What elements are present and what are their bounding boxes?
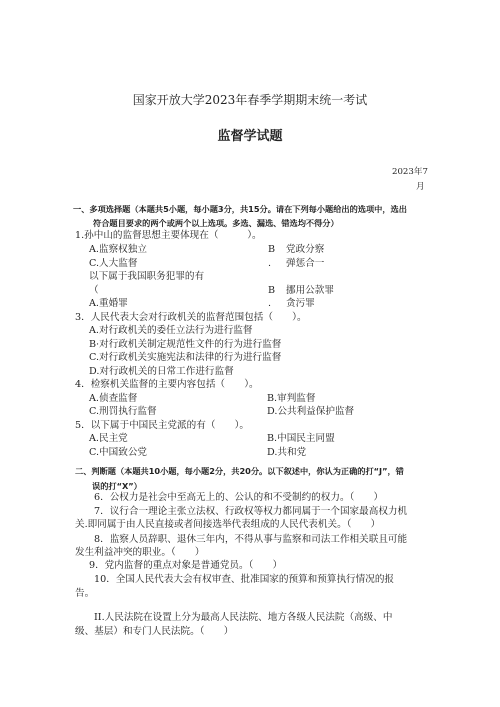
q1-option-a: A.监察权独立 xyxy=(89,244,147,255)
q2-option-b-letter: B xyxy=(268,285,276,296)
section1-heading-cont: 符合题目要求的两个或两个以上选项。多选、漏选、错选均不得分） xyxy=(93,218,339,228)
q1-option-c: C.人大监督 xyxy=(89,258,138,269)
q1-option-b-letter: B xyxy=(268,244,276,255)
q5-stem: 5．以下属于中国民主党派的有（ ）。 xyxy=(75,420,249,431)
q4-option-c: C.刑罚执行监督 xyxy=(89,406,157,417)
q2-option-a: A.重婚罪 xyxy=(89,298,128,309)
exam-date-year: 2023年7 xyxy=(392,167,428,177)
exam-date-month: 月 xyxy=(416,182,425,192)
q7-text-cont: 关.即同属于由人民直接或者间接选举代表组成的人民代表机关。（ ） xyxy=(75,519,381,530)
q2-option-b: 挪用公款罪 xyxy=(286,285,334,296)
q11-text-cont: 级、基层）和专门人民法院。（ ） xyxy=(75,626,234,637)
q4-stem: 4．检察机关监督的主要内容包括（ ）。 xyxy=(75,379,259,390)
q2-option-d-mark: . xyxy=(268,298,272,309)
q8-text: 8．监察人员辞职、退休三年内，不得从事与监察和司法工作相关联且可能 xyxy=(94,534,408,545)
q5-option-c: C.中国致公党 xyxy=(89,447,148,458)
q2-option-d: 贪污罪 xyxy=(286,298,315,309)
exam-title: 国家开放大学2023年春季学期期末统一考试 xyxy=(132,93,368,107)
q3-option-a: A.对行政机关的委任立法行为进行监督 xyxy=(89,325,253,336)
q2-paren: （ xyxy=(89,285,99,296)
q1-stem: 1.孙中山的监督思想主要体现在（ ）。 xyxy=(75,230,262,241)
q1-option-d: 弹惩合一 xyxy=(286,258,325,269)
q4-option-a: A.侦查监督 xyxy=(89,393,138,404)
q3-option-c: C.对行政机关实施宪法和法律的行为进行监督 xyxy=(89,352,282,363)
section2-heading-cont: 误的打“X”） xyxy=(92,481,142,491)
q4-option-d: D.公共利益保护监督 xyxy=(267,406,355,417)
section2-heading: 二、判断题（本题共10小题，每小题2分，共20分。以下叙述中，你认为正确的打“J”，错 xyxy=(75,466,404,476)
q10-text: 10．全国人民代表大会有权审查、批准国家的预算和预算执行情况的报 xyxy=(94,574,395,585)
q5-option-b: B.中国民主同盟 xyxy=(267,433,335,444)
q5-option-a: A.民主党 xyxy=(89,433,128,444)
q1-option-d-mark: . xyxy=(268,258,272,269)
q10-text-cont: 告。 xyxy=(75,588,95,599)
q1-option-b: 党政分察 xyxy=(286,244,325,255)
q11-text: II.人民法院在设置上分为最高人民法院、地方各级人民法院（高级、中 xyxy=(94,612,393,623)
q4-option-b: B.审判监督 xyxy=(267,393,316,404)
q3-option-b: B·对行政机关制定规范性文件的行为进行监督 xyxy=(89,339,282,350)
section1-heading: 一、多项选择题（本题共5小题，每小题3分，共15分。请在下列每小题给出的选项中，选出 xyxy=(73,204,407,214)
q2-stem: 以下属于我国职务犯罪的有 xyxy=(89,271,205,282)
q8-text-cont: 发生利益冲突的职业。（ ） xyxy=(75,547,205,558)
q7-text: 7．议行合一理论主张立法权、行政权等权力都同属于一个国家最高权力机 xyxy=(94,506,408,517)
q9-text: 9．党内监督的重点对象是普通党员。（ ） xyxy=(89,560,283,571)
exam-subject: 监督学试题 xyxy=(217,129,283,144)
q5-option-d: D.共和党 xyxy=(267,447,307,458)
q3-option-d: D.对行政机关的日常工作进行监督 xyxy=(89,366,234,377)
q3-stem: 3．人民代表大会对行政机关的监督范围包括（ ）。 xyxy=(75,312,307,323)
q6-text: 6．公权力是社会中至高无上的、公认的和不受制约的权力。（ ） xyxy=(94,492,384,503)
